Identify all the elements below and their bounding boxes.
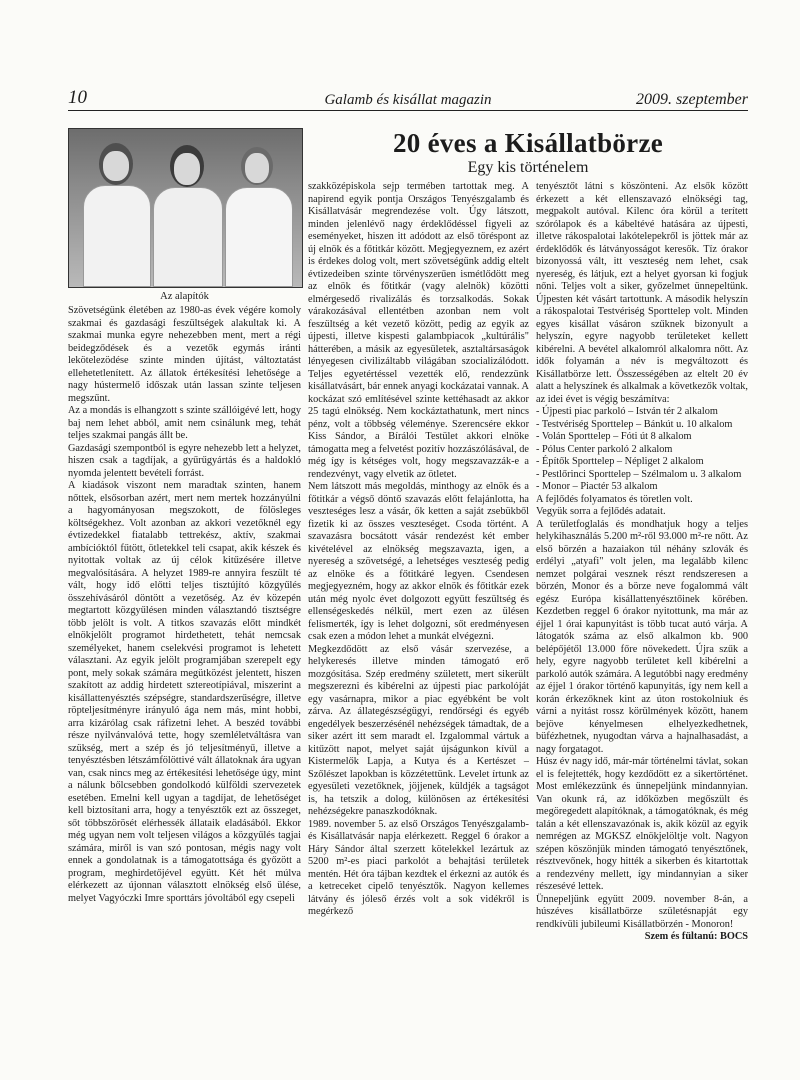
paragraph: Ünnepeljünk együtt 2009. november 8-án, a húszéves kisállatbörze születésnapját egy rendkívüli jubileumi Kisállatbörzén - Monoron! (536, 893, 748, 930)
magazine-title: Galamb és kisállat magazin (324, 92, 492, 108)
person-middle (153, 141, 221, 287)
photo-caption: Az alapítók (160, 291, 209, 302)
paragraph: Megkezdődött az első vásár szervezése, a helykeresés illetve minden támogató erő mozgósítása. Szép eredmény született, mert sikerült megszerezni és kibérelni az újpesti piac parkolóját egy vasárnapra, mikor a piac egyébként be volt zárva. Az állategészségügyi, rendőrségi és egyéb engedélyek beszerzésénél nehézségek támadtak, de a siker azért itt sem maradt el. Izgalommal vártuk a kitűzött napot, melyet saját újságunkon kívül a Kistermelők Lapja, a Kutya és a Kertészet – Szőlészet lapokban is közzétettünk. Levelet írtunk az egyesületi vezetőknek, jöjjenek, küldjék a tagságot is, ha tetszik a dolog, különösen az értékesítési nehézségekre panaszkodóknak. (308, 643, 529, 817)
paragraph: Az a mondás is elhangzott s szinte szállóigévé lett, hogy baj nem lehet abból, amit nem csinálunk meg, tehát teljes szakmai pangás állt be. (68, 405, 301, 441)
paragraph: Szövetségünk életében az 1980-as évek végére komoly szakmai és gazdasági feszültségek alakultak ki. A szakmai munka egyre nehezebben ment, mert a régi beidegződések és a vezetők egymás iránti lekötelezödése szinte minden újítást, változtatást ellehetetlenített. Az állatok értékesítési lehetősége a nagy hústermelő időszak után lassan szinte teljesen megszűnt. (68, 305, 301, 404)
page-header (68, 86, 748, 111)
paragraph: A területfoglalás és mondhatjuk hogy a teljes helykihasználás 5.200 m²-ről 93.000 m²-re nőtt. Az első börzén a hazaiakon túl néhány szlovák és erdélyi „atyafi" volt jelen, ma legalább kilenc nemzet polgárai vesznek részt rendszeresen a börzén, Monor és a börze neve fogalommá vált egész Európa kisállattenyésztőinek körében. Kezdetben reggel 6 órakor nyitottunk, ma már az éjjel 1 órai kapunyitást is több tucat autó várja. A látogatók száma az első alkalmon kb. 900 belépőjétől 13.000 főre növekedett. Újra szűk a hely, egyre nagyobb területet kell kibérelni a parkoló autók számára. A legutóbbi nagy eredmény az éjjel 1 órakor történő kapunyitás, így nem kell a korán érkezőknek kint az úton rostokolniuk és várni a nyitást rossz körülmények között, hanem bejöve kényelmesen elhelyezkedhetnek, büfézhetnek, nyugodtan várva a hajnalhasadást, a nagy forgatagot. (536, 518, 748, 755)
venue-list-item: - Testvériség Sporttelep – Bánkút u. 10 alkalom (536, 418, 733, 430)
paragraph: szakközépiskola sejp termében tartottak meg. A napirend egyik pontja Országos Tenyészgalamb és Kisállatvásár megrendezése volt. Úgy látszott, minden jelenlévő nagy érdeklődéssel figyeli az eseményeket, hiszen itt adódott az első töréspont az új elnök és a főtitkár között. Megjegyeznem, ez azért is érdekes dolog volt, mert szövetségünk addig eltelt évtizedeiben szinte törvényszerűen ismétlődött meg az elnök és főtitkár (vagy alelnök) közötti elmérgesedő rivalizálás és torzsalkodás. Sokak várakozásával ellentétben azonban nem volt feszültség a két vezető között, pedig az egyik az újpesti, illetve kispesti galambpiacok „kultúrális" hátterében, a másik az egyesületek, asztaltársaságok lényegesen civilizáltabb világában szocializálódott. Teljes egyetértéssel vezették elő, rendezzünk kisállatvásárt, bár ennek anyagi kockázatai vannak. A kockázat szó említésével szinte kettéhasadt az akkor 25 tagú elnökség. Nem kockáztathatunk, mert nincs pénz, volt a többség véleménye. Szerencsére ekkor Kiss Sándor, a Bírálói Testület akkori elnöke támogatta meg a felvetést pozitív hozzászólásával, de még így is kétséges volt, hogy megszavazzák-e a rendezvényt, vagy elvetik az ötletet. (308, 181, 529, 480)
person-left (83, 137, 149, 287)
article-title-block (308, 128, 748, 177)
page-number: 10 (68, 87, 87, 108)
founders-photo (68, 128, 303, 288)
article-title: 20 éves a Kisállatbörze (392, 128, 664, 158)
issue-date: 2009. szeptember (636, 91, 748, 108)
venue-list-item: - Volán Sporttelep – Fóti út 8 alkalom (536, 431, 692, 442)
venue-list-item: - Pólus Center parkoló 2 alkalom (536, 443, 673, 455)
text-column-1 (68, 305, 301, 1080)
venue-list-item: - Újpesti piac parkoló – István tér 2 alkalom (536, 406, 718, 417)
venue-list-item: - Pestlőrinci Sporttelep – Szélmalom u. 3 alkalom (536, 468, 742, 480)
article-subtitle: Egy kis történelem (467, 159, 589, 176)
paragraph: 1989. november 5. az első Országos Tenyészgalamb- és Kisállatvásár napja elérkezett. Reggel 6 órakor a Háry Sándor által szerzett kötelekkel lezártuk az 5200 m²-es piaci parkolót a behajtási területek mentén. Hét óra tájban kezdtek el érkezni az autók és a ketreceket cipelő tenyésztők. Nagyon kellemes látvány és jóleső érzés volt a sok vidékről is megérkező (308, 818, 529, 917)
paragraph: Gazdasági szempontból is egyre nehezebb lett a helyzet, hiszen csak a tagdíjak, a gyűrűgyártás és a haldokló nyomda jelentett bevételi forrást. (68, 442, 301, 479)
venue-list-item: - Monor – Piactér 53 alkalom (536, 481, 658, 492)
paragraph: Vegyük sorra a fejlődés adatait. (536, 506, 666, 517)
paragraph: A fejlődés folyamatos és töretlen volt. (536, 493, 693, 505)
paragraph: A kiadások viszont nem maradtak szinten, hanem nőttek, elsősorban azért, mert nem mertek hozzányúlni a hagyományosan megszokott, de fölösleges költségekhez. Volt azonban az akkori vezetőknél egy évtizedekkel fiatalabb tettrekész, aktív, szakmai ambícióktól fűtött, ötletekkel teli csapat, akik készek és nyitottak voltak az új célok kitűzésére illetve megvalósítására. A helyzet 1989-re annyira feszült té vált, hogy idő előtti teljes tisztújító közgyűlés összehívásáról döntött a vezetőség. Az év közepén megtartott közgyűlésen minden választandó tisztségre több jelölt is volt. A titkos szavazás előtt mindkét elnökjelölt programot hirdethetett, tehát nemcsak személyeket, hanem cselekvési programot is lehetett választani. Az egyik jelölt programjában szerepelt egy pont, mely sokak számára megütközést jelentett, hiszen szakított az addig hirdetett sztereotípiával, miszerint a kisállattenyésztés szépségre, standardszerűségre, illetve röpteljesítményre irányuló ága nem más, mint hobbi, arra kizárólag csak ráfizetni lehet. A beszéd további része nyilvánvalóvá tette, hogy szemléletváltásra van szükség, mert a szép és jó teljesítményű, illetve a tenyésztésben létszámfölöttivé vált állatoknak ára ugyan van, csak nincs meg az értékesítési lehetősége úgy, mint a nálunk bőlcsebben gondolkodó külföldi szervezetek esetében. Emelni kell ugyan a tagdíjat, de lehetőséget kell biztosítani arra, hogy a tenyésztők ezt az összeget, sőt többszörösét elérhessék állataik eladásából. Ekkor még ugyan nem volt teljesen világos a közgyűlés tagjai számára, miről is van szó pontosan, mégis nagy volt ennek a gondolatnak is a támogatottsága és győzött a program, meghirdetőjével együtt. Két hét múlva elérkezett az újonnan választott elnökség első ülése, melyet Vagyóczki Imre sporttárs jóvoltából egy csepeli (68, 480, 301, 904)
paragraph: tenyésztőt látni s köszönteni. Az elsők között érkezett a két ellenszavazó elnökségi tag, megpakolt autóval. Kilenc óra körül a terített szórólapok és a kábeltévé hatására az újpesti, illetve rákospalotai lakótelepekről is jöttek már az érdeklődők és látványosságot keresők. Tíz órakor bizonyossá vált, itt veszteség nem lehet, csak nyereség, és látjuk, ezt a helyet gyorsan ki fogjuk nőni. Teljes volt a siker, győzelmet ünnepeltünk. Újpesten két vásárt tartottunk. A második helyszín a rákospalotai Testvériség Sporttelep volt. Minden egyes kisállat vásáron szűknek bizonyult a helyszín, egyre nagyobb területeket kellett kibérelni. A bevétel alkalomról alkalomra nőtt. Az idők folyamán a név is megváltozott és Kisállatbörze lett. Összességében az eltelt 20 év alatt a helyszínek és alkalmak a következők voltak, az idei évet is végig beszámítva: (536, 181, 748, 405)
paragraph: Nem látszott más megoldás, minthogy az elnök és a főtitkár a végső döntő szavazás előtt felajánlotta, ha veszteséges lesz a vásár, ők ketten a saját zsebükből fizetik ki az összes veszteséget. Csoda történt. A szavazásra bocsátott vásár rendezést két ember kivételével az elnökség megszavazta, igen, a nyereség a szövetségé, a lehetséges veszteség pedig az elnöke és a főtitkáré legyen. Csendesen megjegyezném, hogy az akkor elnök és főtitkár ezek után még nyolc évet dolgozott együtt feszültség és ellenségeskedés nélkül, mert ezen az ülésen felismerték, így is lehet dolgozni, sőt eredményesen csak ezen a módon lehet a munkát elvégezni. (308, 481, 529, 642)
text-column-2 (308, 181, 529, 1080)
author-signature: Szem és fültanú: BOCS (644, 931, 748, 942)
venue-list-item: - Építők Sporttelep – Népliget 2 alkalom (536, 456, 704, 467)
person-right (225, 137, 291, 287)
text-column-3 (536, 181, 748, 1080)
paragraph: Húsz év nagy idő, már-már történelmi távlat, sokan el is felejtették, hogy kezdődött ez a sikertörténet. Most emlékezzünk és ünnepeljünk mindannyian. Van okunk rá, az időközben megőszült és megöregedett alapítóknak, a támogatóknak, és még talán a két ellenszavazónak is, akik közül az egyik nemrégen az MGKSZ elnökjelöltje volt. Nagyon szépen köszönjük minden támogató tenyésztőnek, résztvevőnek, hogy hitték a sikerben és kitartottak a rendezvény mellett, így mindannyian a siker részesévé lettek. (536, 756, 748, 892)
